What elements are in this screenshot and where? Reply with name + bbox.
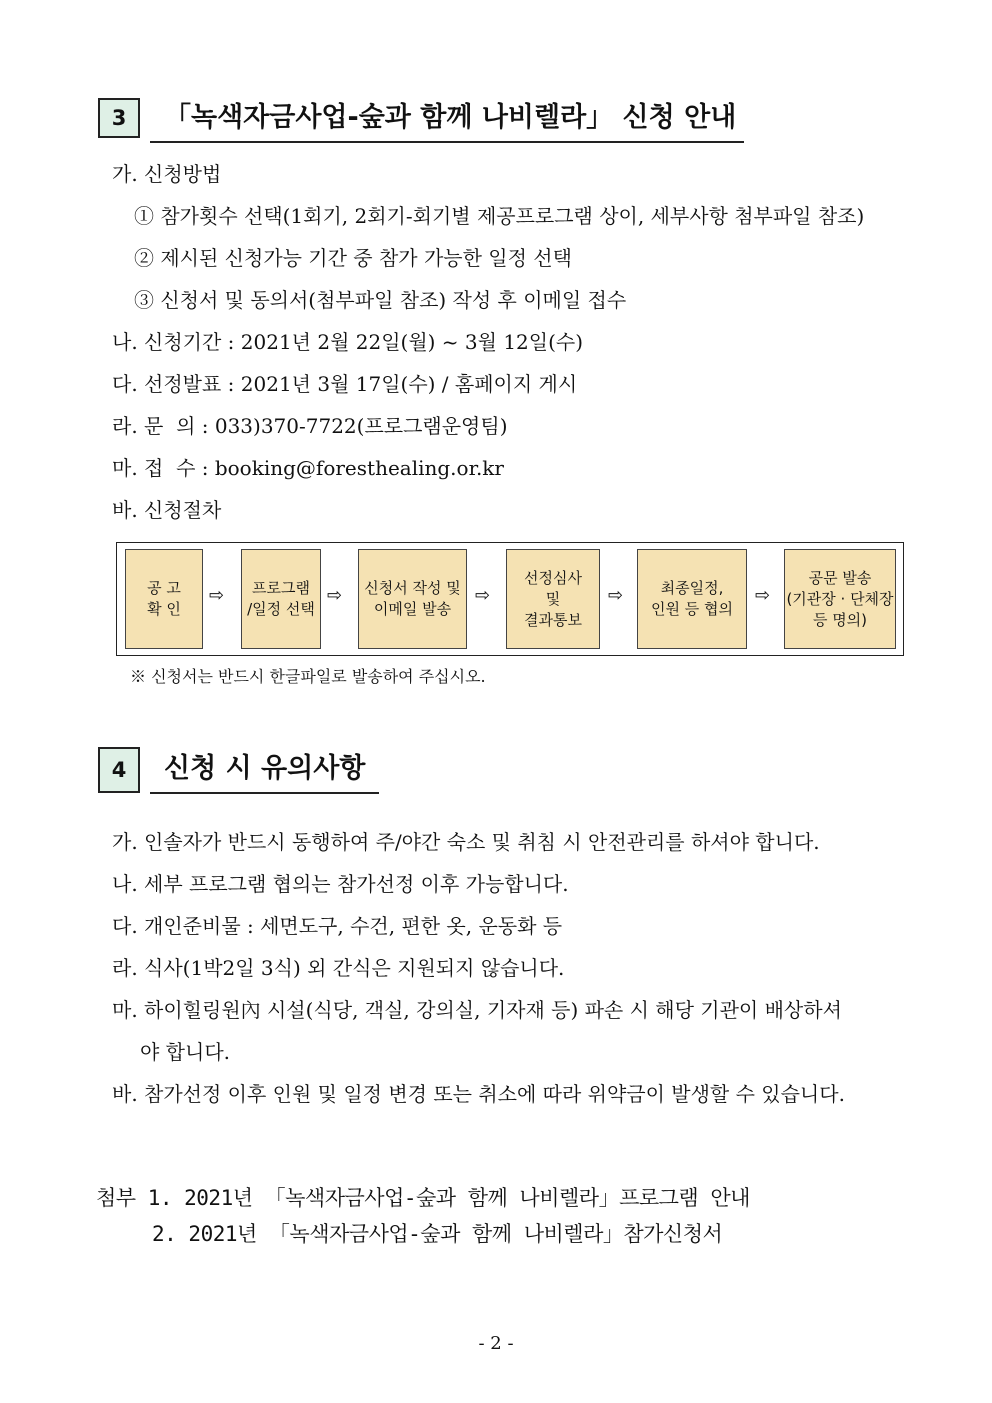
section-3-title: 「녹색자금사업-숲과 함께 나비렐라」 신청 안내: [150, 98, 744, 143]
flow-step-notice: 공 고 확 인: [125, 549, 203, 649]
attachment-line-2: 2. 2021년 「녹색자금사업-숲과 함께 나비렐라」참가신청서: [152, 1222, 723, 1246]
flow-step-final: 최종일정, 인원 등 협의: [637, 549, 747, 649]
flow-arrow-icon: ⇨: [209, 585, 225, 606]
s3-item-method: 가. 신청방법: [112, 162, 222, 186]
s4-item-meals: 라. 식사(1박2일 3식) 외 간식은 지원되지 않습니다.: [112, 956, 565, 980]
s3-item-announce: 다. 선정발표 : 2021년 3월 17일(수) / 홈페이지 게시: [112, 372, 578, 396]
section-4-title: 신청 시 유의사항: [150, 749, 379, 794]
s3-item-procedure: 바. 신청절차: [112, 498, 222, 522]
flow-arrow-icon: ⇨: [475, 585, 491, 606]
s4-item-personal: 다. 개인준비물 : 세면도구, 수건, 편한 옷, 운동화 등: [112, 914, 563, 938]
page-number: - 2 -: [478, 1333, 514, 1354]
flow-arrow-icon: ⇨: [327, 585, 343, 606]
s4-item-guardian: 가. 인솔자가 반드시 동행하여 주/야간 숙소 및 취침 시 안전관리를 하셔야 합니다.: [112, 830, 820, 854]
s3-item-method-3: ③ 신청서 및 동의서(첨부파일 참조) 작성 후 이메일 접수: [134, 288, 627, 312]
s3-item-period: 나. 신청기간 : 2021년 2월 22일(월) ~ 3월 12일(수): [112, 330, 584, 354]
section-4-number: 4: [98, 747, 140, 793]
s4-item-damage: 마. 하이힐링원內 시설(식당, 객실, 강의실, 기자재 등) 파손 시 해당 기관이 배상하셔: [112, 998, 842, 1022]
attachment-line-1: 첨부 1. 2021년 「녹색자금사업-숲과 함께 나비렐라」프로그램 안내: [96, 1186, 750, 1210]
flow-step-selection: 선정심사 및 결과통보: [506, 549, 600, 649]
s4-item-penalty: 바. 참가선정 이후 인원 및 일정 변경 또는 취소에 따라 위약금이 발생할 수 있습니다.: [112, 1082, 845, 1106]
procedure-flow: [116, 542, 904, 656]
flow-step-official-letter: 공문 발송 (기관장 · 단체장 등 명의): [784, 549, 896, 649]
flow-arrow-icon: ⇨: [755, 585, 771, 606]
s3-item-inquiry: 라. 문 의 : 033)370-7722(프로그램운영팀): [112, 414, 508, 438]
s3-item-method-2: ② 제시된 신청가능 기간 중 참가 가능한 일정 선택: [134, 246, 572, 270]
s4-item-program: 나. 세부 프로그램 협의는 참가선정 이후 가능합니다.: [112, 872, 569, 896]
s4-item-damage-cont: 야 합니다.: [140, 1040, 230, 1064]
section-3-number: 3: [98, 98, 140, 138]
s3-item-method-1: ① 참가횟수 선택(1회기, 2회기-회기별 제공프로그램 상이, 세부사항 첨부파일 참조): [134, 204, 865, 228]
flow-arrow-icon: ⇨: [608, 585, 624, 606]
flow-step-program: 프로그램 /일정 선택: [241, 549, 321, 649]
flow-step-application: 신청서 작성 및 이메일 발송: [358, 549, 467, 649]
s3-item-receipt: 마. 접 수 : booking@foresthealing.or.kr: [112, 456, 504, 480]
flow-note: ※ 신청서는 반드시 한글파일로 발송하여 주십시오.: [130, 667, 486, 686]
